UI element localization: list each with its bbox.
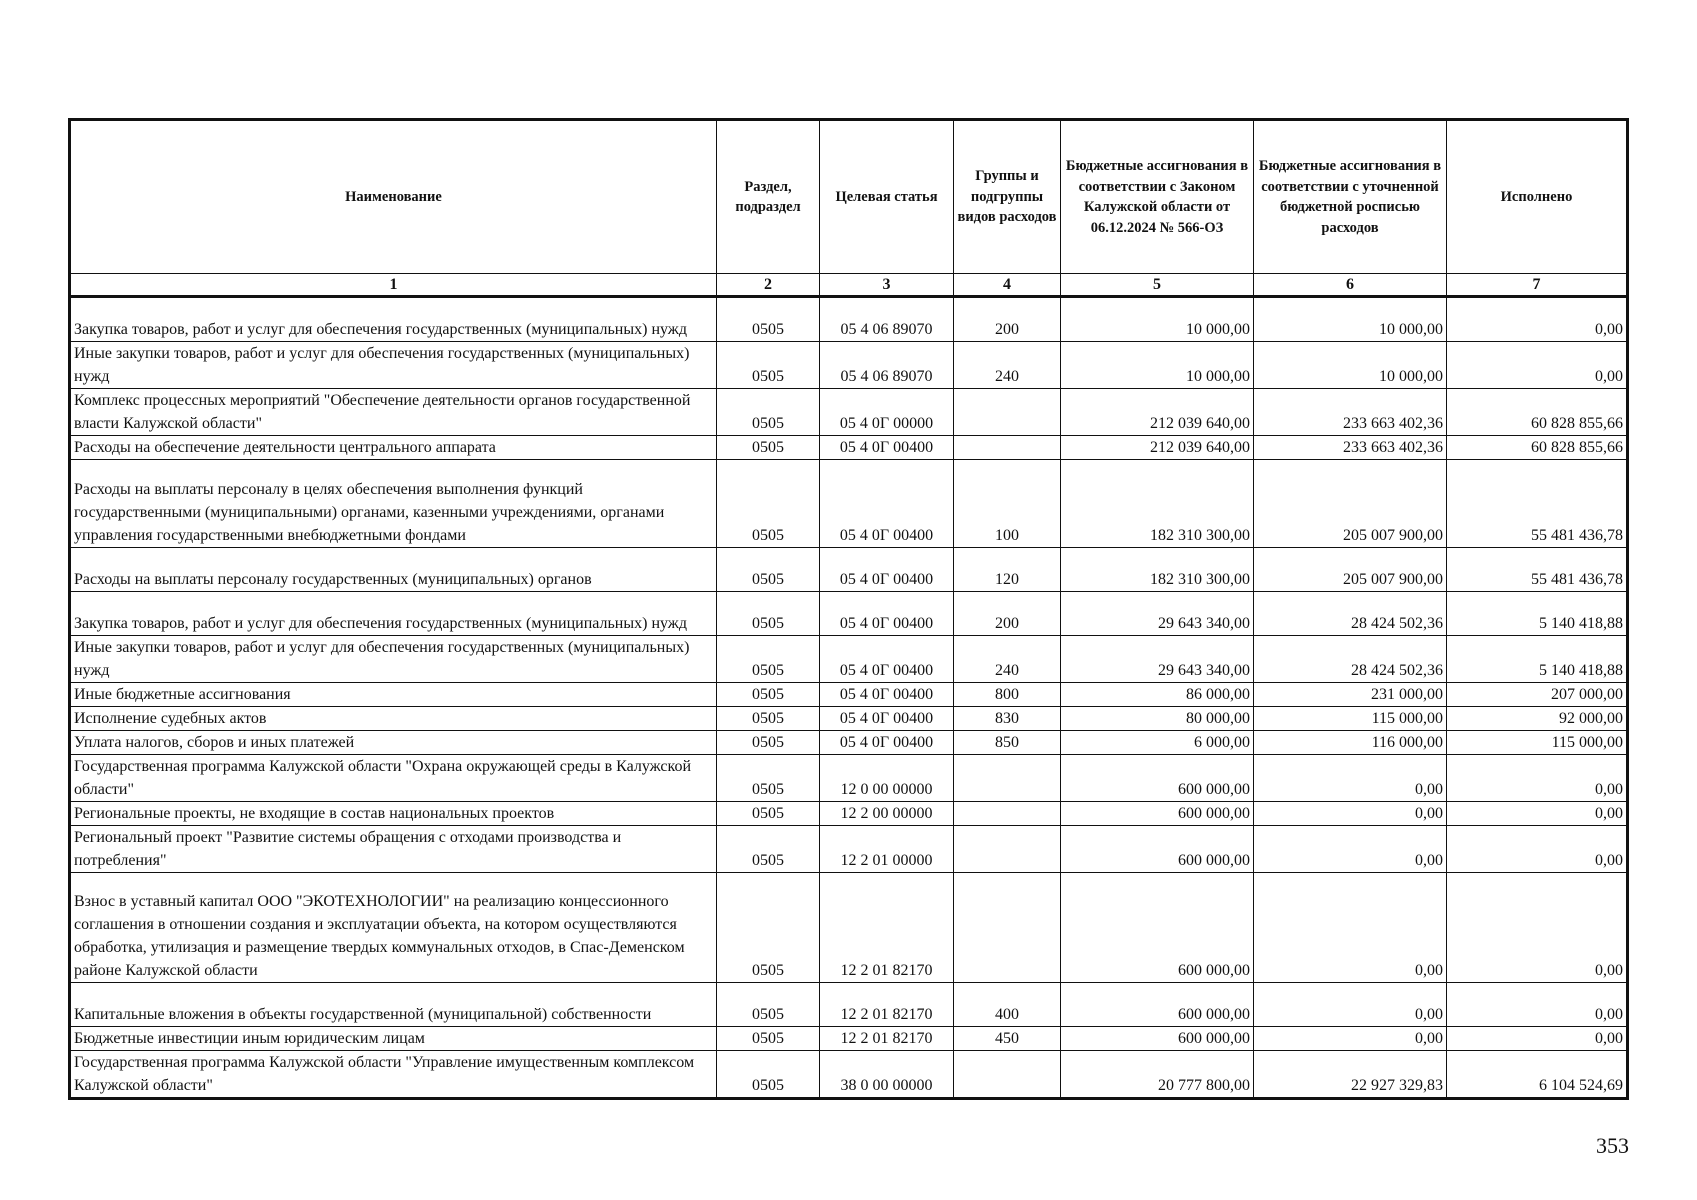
row-revised-amount: 0,00 (1254, 983, 1447, 1027)
column-number: 2 (717, 274, 820, 297)
row-law-amount: 10 000,00 (1061, 342, 1254, 389)
row-law-amount: 600 000,00 (1061, 755, 1254, 802)
budget-table (68, 118, 1629, 1100)
row-revised-amount: 233 663 402,36 (1254, 436, 1447, 460)
row-name: Закупка товаров, работ и услуг для обеспечения государственных (муниципальных) нужд (70, 592, 717, 636)
row-section: 0505 (717, 342, 820, 389)
row-target-article: 38 0 00 00000 (820, 1051, 954, 1099)
row-target-article: 12 0 00 00000 (820, 755, 954, 802)
row-section: 0505 (717, 826, 820, 873)
row-name: Комплекс процессных мероприятий "Обеспечение деятельности органов государственной власти Калужской области" (70, 389, 717, 436)
row-section: 0505 (717, 983, 820, 1027)
table-row (70, 802, 1628, 826)
row-law-amount: 10 000,00 (1061, 297, 1254, 342)
row-executed-amount: 115 000,00 (1447, 731, 1628, 755)
row-law-amount: 600 000,00 (1061, 983, 1254, 1027)
row-expense-group (954, 802, 1061, 826)
row-executed-amount: 55 481 436,78 (1447, 548, 1628, 592)
table-row (70, 548, 1628, 592)
row-revised-amount: 115 000,00 (1254, 707, 1447, 731)
table-body (70, 297, 1628, 1099)
row-law-amount: 182 310 300,00 (1061, 548, 1254, 592)
row-section: 0505 (717, 1051, 820, 1099)
header-expense-groups: Группы и подгруппы видов расходов (954, 120, 1061, 274)
row-revised-amount: 231 000,00 (1254, 683, 1447, 707)
row-name: Расходы на выплаты персоналу в целях обеспечения выполнения функций государственными (муниципальными) органами, казенными учреждениями, органами управления государственными внебюджетными фондами (70, 460, 717, 548)
row-expense-group (954, 389, 1061, 436)
row-revised-amount: 28 424 502,36 (1254, 636, 1447, 683)
row-law-amount: 600 000,00 (1061, 826, 1254, 873)
row-target-article: 05 4 0Г 00400 (820, 707, 954, 731)
row-law-amount: 29 643 340,00 (1061, 592, 1254, 636)
row-name: Расходы на обеспечение деятельности центрального аппарата (70, 436, 717, 460)
row-revised-amount: 0,00 (1254, 1027, 1447, 1051)
row-expense-group: 120 (954, 548, 1061, 592)
row-section: 0505 (717, 636, 820, 683)
row-expense-group (954, 826, 1061, 873)
row-law-amount: 29 643 340,00 (1061, 636, 1254, 683)
row-target-article: 12 2 01 82170 (820, 873, 954, 983)
header-law-allocations: Бюджетные ассигнования в соответствии с Законом Калужской области от 06.12.2024 № 566-ОЗ (1061, 120, 1254, 274)
table-row (70, 1027, 1628, 1051)
row-name: Капитальные вложения в объекты государственной (муниципальной) собственности (70, 983, 717, 1027)
row-expense-group: 240 (954, 342, 1061, 389)
row-name: Исполнение судебных актов (70, 707, 717, 731)
row-section: 0505 (717, 731, 820, 755)
row-executed-amount: 6 104 524,69 (1447, 1051, 1628, 1099)
row-law-amount: 6 000,00 (1061, 731, 1254, 755)
row-expense-group (954, 1051, 1061, 1099)
row-section: 0505 (717, 683, 820, 707)
column-number: 6 (1254, 274, 1447, 297)
row-law-amount: 80 000,00 (1061, 707, 1254, 731)
row-expense-group (954, 755, 1061, 802)
row-expense-group: 240 (954, 636, 1061, 683)
row-law-amount: 212 039 640,00 (1061, 436, 1254, 460)
header-target-article: Целевая статья (820, 120, 954, 274)
row-expense-group: 450 (954, 1027, 1061, 1051)
row-expense-group: 200 (954, 592, 1061, 636)
row-target-article: 05 4 0Г 00400 (820, 731, 954, 755)
row-section: 0505 (717, 873, 820, 983)
row-executed-amount: 0,00 (1447, 297, 1628, 342)
row-name: Региональные проекты, не входящие в состав национальных проектов (70, 802, 717, 826)
table-row (70, 755, 1628, 802)
row-name: Уплата налогов, сборов и иных платежей (70, 731, 717, 755)
header-name: Наименование (70, 120, 717, 274)
column-number: 5 (1061, 274, 1254, 297)
page-number: 353 (1596, 1133, 1629, 1158)
row-executed-amount: 0,00 (1447, 802, 1628, 826)
row-expense-group: 800 (954, 683, 1061, 707)
row-expense-group: 400 (954, 983, 1061, 1027)
row-law-amount: 212 039 640,00 (1061, 389, 1254, 436)
row-name: Расходы на выплаты персоналу государственных (муниципальных) органов (70, 548, 717, 592)
row-name: Иные бюджетные ассигнования (70, 683, 717, 707)
row-section: 0505 (717, 460, 820, 548)
row-executed-amount: 5 140 418,88 (1447, 636, 1628, 683)
row-law-amount: 600 000,00 (1061, 1027, 1254, 1051)
row-expense-group (954, 873, 1061, 983)
table-row (70, 873, 1628, 983)
table-row (70, 826, 1628, 873)
row-target-article: 12 2 00 00000 (820, 802, 954, 826)
row-name: Бюджетные инвестиции иным юридическим лицам (70, 1027, 717, 1051)
row-revised-amount: 0,00 (1254, 755, 1447, 802)
table-row (70, 683, 1628, 707)
table-row (70, 460, 1628, 548)
row-section: 0505 (717, 755, 820, 802)
row-section: 0505 (717, 436, 820, 460)
row-section: 0505 (717, 1027, 820, 1051)
row-law-amount: 182 310 300,00 (1061, 460, 1254, 548)
row-revised-amount: 10 000,00 (1254, 342, 1447, 389)
column-number: 4 (954, 274, 1061, 297)
table-row (70, 983, 1628, 1027)
row-name: Иные закупки товаров, работ и услуг для обеспечения государственных (муниципальных) нужд (70, 342, 717, 389)
row-name: Государственная программа Калужской области "Охрана окружающей среды в Калужской области" (70, 755, 717, 802)
row-executed-amount: 92 000,00 (1447, 707, 1628, 731)
row-target-article: 05 4 0Г 00400 (820, 436, 954, 460)
column-number: 3 (820, 274, 954, 297)
row-executed-amount: 0,00 (1447, 755, 1628, 802)
row-executed-amount: 0,00 (1447, 826, 1628, 873)
row-revised-amount: 0,00 (1254, 873, 1447, 983)
row-name: Региональный проект "Развитие системы обращения с отходами производства и потребления" (70, 826, 717, 873)
row-law-amount: 600 000,00 (1061, 802, 1254, 826)
row-expense-group: 850 (954, 731, 1061, 755)
row-target-article: 05 4 0Г 00400 (820, 548, 954, 592)
row-section: 0505 (717, 802, 820, 826)
row-executed-amount: 5 140 418,88 (1447, 592, 1628, 636)
row-target-article: 05 4 06 89070 (820, 297, 954, 342)
row-expense-group (954, 436, 1061, 460)
row-executed-amount: 60 828 855,66 (1447, 389, 1628, 436)
header-executed: Исполнено (1447, 120, 1628, 274)
row-revised-amount: 0,00 (1254, 826, 1447, 873)
row-target-article: 05 4 0Г 00400 (820, 460, 954, 548)
column-number: 1 (70, 274, 717, 297)
row-revised-amount: 205 007 900,00 (1254, 548, 1447, 592)
row-law-amount: 600 000,00 (1061, 873, 1254, 983)
table-row (70, 297, 1628, 342)
row-target-article: 05 4 0Г 00400 (820, 636, 954, 683)
row-target-article: 05 4 0Г 00000 (820, 389, 954, 436)
row-executed-amount: 0,00 (1447, 1027, 1628, 1051)
row-target-article: 12 2 01 82170 (820, 1027, 954, 1051)
row-revised-amount: 116 000,00 (1254, 731, 1447, 755)
row-executed-amount: 0,00 (1447, 342, 1628, 389)
table-row (70, 592, 1628, 636)
row-executed-amount: 0,00 (1447, 983, 1628, 1027)
row-section: 0505 (717, 707, 820, 731)
row-target-article: 12 2 01 00000 (820, 826, 954, 873)
row-section: 0505 (717, 592, 820, 636)
row-target-article: 05 4 0Г 00400 (820, 683, 954, 707)
row-revised-amount: 205 007 900,00 (1254, 460, 1447, 548)
row-expense-group: 200 (954, 297, 1061, 342)
table-row (70, 731, 1628, 755)
row-name: Взнос в уставный капитал ООО "ЭКОТЕХНОЛОГИИ" на реализацию концессионного соглашения в отношении создания и эксплуатации объекта, на котором осуществляются обработка, утилизация и размещение твердых коммунальных отходов, в Спас-Деменском районе Калужской области (70, 873, 717, 983)
row-target-article: 05 4 0Г 00400 (820, 592, 954, 636)
table-row (70, 636, 1628, 683)
row-expense-group: 830 (954, 707, 1061, 731)
row-law-amount: 86 000,00 (1061, 683, 1254, 707)
row-target-article: 12 2 01 82170 (820, 983, 954, 1027)
row-name: Иные закупки товаров, работ и услуг для обеспечения государственных (муниципальных) нужд (70, 636, 717, 683)
table-row (70, 1051, 1628, 1099)
header-row (70, 120, 1628, 274)
header-revised-allocations: Бюджетные ассигнования в соответствии с уточненной бюджетной росписью расходов (1254, 120, 1447, 274)
row-name: Закупка товаров, работ и услуг для обеспечения государственных (муниципальных) нужд (70, 297, 717, 342)
row-section: 0505 (717, 548, 820, 592)
column-number: 7 (1447, 274, 1628, 297)
table-row (70, 707, 1628, 731)
row-revised-amount: 233 663 402,36 (1254, 389, 1447, 436)
column-number-row (70, 274, 1628, 297)
row-revised-amount: 0,00 (1254, 802, 1447, 826)
row-executed-amount: 207 000,00 (1447, 683, 1628, 707)
row-section: 0505 (717, 297, 820, 342)
header-section: Раздел, подраздел (717, 120, 820, 274)
row-name: Государственная программа Калужской области "Управление имущественным комплексом Калужской области" (70, 1051, 717, 1099)
table-row (70, 436, 1628, 460)
row-target-article: 05 4 06 89070 (820, 342, 954, 389)
row-revised-amount: 10 000,00 (1254, 297, 1447, 342)
row-executed-amount: 60 828 855,66 (1447, 436, 1628, 460)
table-row (70, 342, 1628, 389)
row-revised-amount: 22 927 329,83 (1254, 1051, 1447, 1099)
row-executed-amount: 55 481 436,78 (1447, 460, 1628, 548)
row-executed-amount: 0,00 (1447, 873, 1628, 983)
row-law-amount: 20 777 800,00 (1061, 1051, 1254, 1099)
row-revised-amount: 28 424 502,36 (1254, 592, 1447, 636)
row-expense-group: 100 (954, 460, 1061, 548)
row-section: 0505 (717, 389, 820, 436)
table-row (70, 389, 1628, 436)
